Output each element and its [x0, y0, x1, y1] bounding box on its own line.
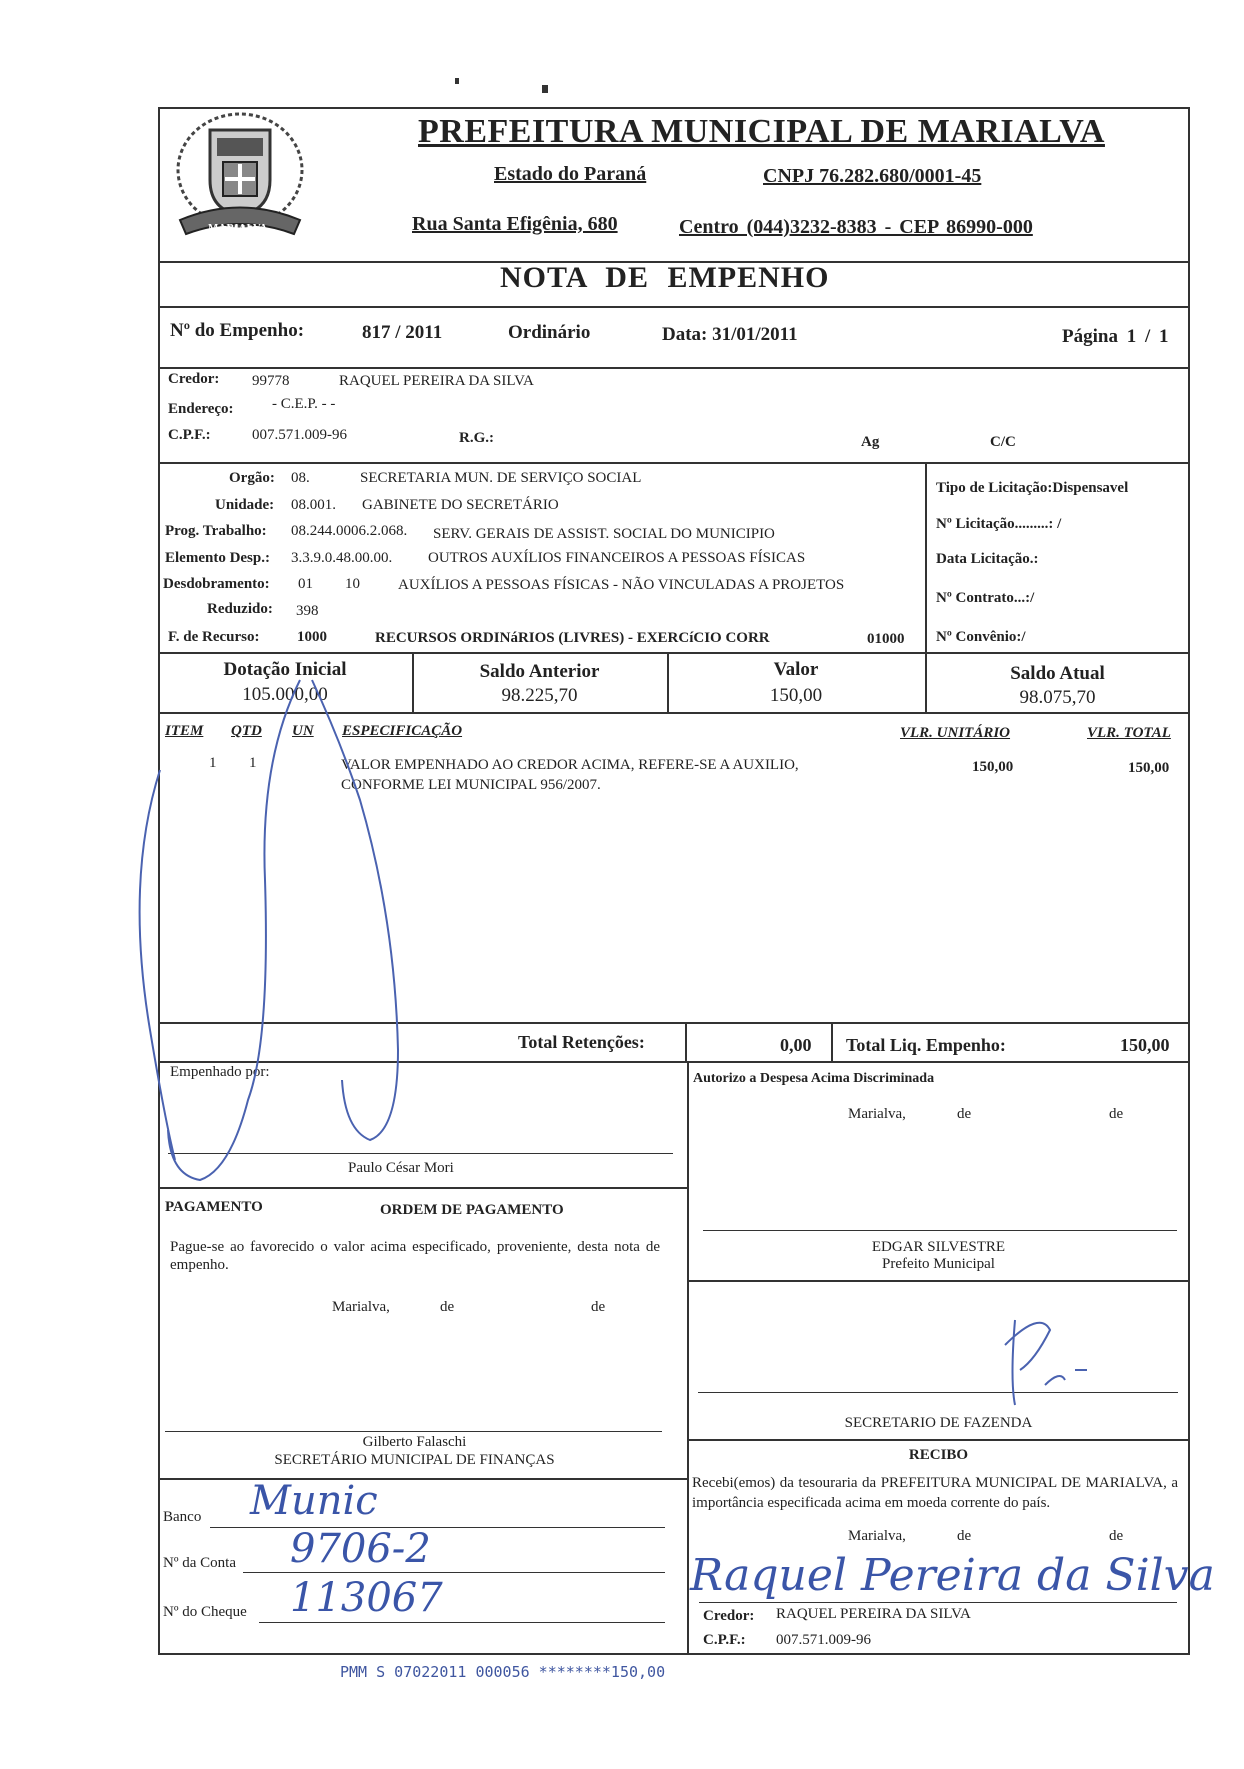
reduzido-value: 398 [296, 603, 319, 619]
machine-stamp: PMM S 07022011 000056 ********150,00 [340, 1663, 666, 1681]
prefeito-title: Prefeito Municipal [882, 1256, 995, 1272]
desdobramento-a: 01 [298, 576, 313, 592]
pagamento-city: Marialva, [332, 1299, 390, 1315]
autorizo-label: Autorizo a Despesa Acima Discriminada [693, 1071, 935, 1086]
data-licitacao: Data Licitação.: [936, 551, 1039, 567]
cpf-label: C.P.F.: [168, 427, 211, 443]
crest-banner-text: MARIALVA [208, 222, 268, 234]
district-phone-cep: Centro (044)3232-8383 - CEP 86990-000 [679, 216, 1033, 238]
cpf-value: 007.571.009-96 [252, 427, 347, 443]
pagamento-label: PAGAMENTO [165, 1199, 263, 1215]
page-number: Página 1 / 1 [1062, 326, 1169, 347]
fonte-recurso-desc: RECURSOS ORDINáRIOS (LIVRES) - EXERCíCIO CORR [375, 630, 770, 646]
credor-label: Credor: [168, 371, 220, 387]
recibo-credor-label: Credor: [703, 1608, 755, 1624]
banco-handwritten: Munic [250, 1478, 378, 1524]
ordem-pagamento-label: ORDEM DE PAGAMENTO [380, 1202, 564, 1218]
row-qtd: 1 [249, 755, 257, 771]
endereco-label: Endereço: [168, 401, 234, 417]
fonte-recurso-code2: 01000 [867, 631, 905, 647]
row-valor-total: 150,00 [1128, 760, 1170, 776]
empenhado-por-label: Empenhado por: [170, 1064, 270, 1080]
col-header-valor-unitario: VLR. UNITÁRIO [900, 725, 1011, 741]
row-valor-unitario: 150,00 [972, 759, 1014, 775]
orgao-code: 08. [291, 470, 310, 486]
total-liquido-value: 150,00 [1120, 1035, 1170, 1055]
document-title: NOTA DE EMPENHO [500, 261, 830, 294]
state-name: Estado do Paraná [494, 163, 647, 185]
elemento-despesa-code: 3.3.9.0.48.00.00. [291, 550, 393, 566]
row-item: 1 [209, 755, 217, 771]
crest-icon [165, 100, 315, 250]
agencia-label: Ag [861, 434, 880, 450]
autorizo-de1: de [957, 1106, 972, 1122]
recibo-de2: de [1109, 1528, 1124, 1544]
empenho-number: 817 / 2011 [362, 322, 443, 343]
total-liquido-label: Total Liq. Empenho: [846, 1035, 1006, 1055]
recibo-cpf-value: 007.571.009-96 [776, 1632, 871, 1648]
desdobramento-desc: AUXÍLIOS A PESSOAS FÍSICAS - NÃO VINCULADAS A PROJETOS [398, 577, 845, 593]
tipo-licitacao: Tipo de Licitação:Dispensavel [936, 480, 1129, 496]
col-header-qtd: QTD [231, 723, 262, 739]
street-address: Rua Santa Efigênia, 680 [412, 213, 618, 235]
elemento-despesa-desc: OUTROS AUXÍLIOS FINANCEIROS A PESSOAS FÍSICAS [428, 550, 806, 566]
recibo-city: Marialva, [848, 1528, 906, 1544]
autorizo-de2: de [1109, 1106, 1124, 1122]
saldo-atual-label: Saldo Atual [1010, 663, 1105, 684]
cnpj: CNPJ 76.282.680/0001-45 [763, 165, 982, 187]
recibo-credor-name: RAQUEL PEREIRA DA SILVA [776, 1606, 971, 1622]
saldo-atual-value: 98.075,70 [1019, 687, 1096, 708]
col-header-especificacao: ESPECIFICAÇÃO [342, 723, 463, 739]
recibo-text: Recebi(emos) da tesouraria da PREFEITURA MUNICIPAL DE MARIALVA, a importância especificada acima em moeda corrente do país. [692, 1475, 1178, 1511]
prog-trabalho-desc: SERV. GERAIS DE ASSIST. SOCIAL DO MUNICIPIO [433, 526, 775, 542]
unidade-label: Unidade: [215, 497, 275, 513]
empenhado-por-name: Paulo César Mori [348, 1160, 454, 1176]
fonte-recurso-label: F. de Recurso: [168, 629, 260, 645]
recibo-de1: de [957, 1528, 972, 1544]
valor-label: Valor [773, 659, 819, 680]
prog-trabalho-label: Prog. Trabalho: [165, 523, 267, 539]
recibo-label: RECIBO [908, 1447, 969, 1463]
row-especificacao-line2: CONFORME LEI MUNICIPAL 956/2007. [341, 777, 601, 793]
secretario-financas-title: SECRETÁRIO MUNICIPAL DE FINANÇAS [274, 1452, 555, 1468]
numero-contrato: Nº Contrato...:/ [936, 590, 1035, 606]
conta-corrente-label: C/C [990, 434, 1016, 450]
elemento-despesa-label: Elemento Desp.: [165, 550, 270, 566]
autorizo-city: Marialva, [848, 1106, 906, 1122]
conta-handwritten: 9706-2 [290, 1526, 431, 1572]
rg-label: R.G.: [459, 430, 494, 446]
credor-signature: Raquel Pereira da Silva [690, 1550, 1215, 1601]
orgao-desc: SECRETARIA MUN. DE SERVIÇO SOCIAL [360, 470, 642, 486]
prog-trabalho-code: 08.244.0006.2.068. [291, 523, 408, 539]
dotacao-inicial-label: Dotação Inicial [223, 659, 347, 680]
credor-name: RAQUEL PEREIRA DA SILVA [339, 373, 534, 389]
empenho-date: Data: 31/01/2011 [662, 324, 798, 345]
total-retencoes-value: 0,00 [780, 1035, 812, 1055]
endereco-value: - C.E.P. - - [272, 396, 336, 412]
secretario-fazenda-title: SECRETARIO DE FAZENDA [844, 1415, 1033, 1431]
col-header-valor-total: VLR. TOTAL [1087, 725, 1171, 741]
empenho-number-label: Nº do Empenho: [170, 320, 305, 341]
recibo-cpf-label: C.P.F.: [703, 1632, 746, 1648]
saldo-anterior-value: 98.225,70 [501, 685, 578, 706]
orgao-label: Orgão: [229, 470, 275, 486]
dotacao-inicial-value: 105.000,00 [242, 684, 328, 705]
unidade-desc: GABINETE DO SECRETÁRIO [362, 497, 559, 513]
desdobramento-label: Desdobramento: [163, 576, 270, 592]
numero-convenio: Nº Convênio:/ [936, 629, 1026, 645]
desdobramento-b: 10 [345, 576, 360, 592]
col-header-item: ITEM [165, 723, 204, 739]
cheque-handwritten: 113067 [290, 1575, 443, 1621]
secretario-financas-name: Gilberto Falaschi [362, 1434, 467, 1450]
fonte-recurso-code: 1000 [297, 629, 327, 645]
row-especificacao-line1: VALOR EMPENHADO AO CREDOR ACIMA, REFERE-SE A AUXILIO, [341, 757, 799, 773]
banco-label: Banco [163, 1509, 202, 1525]
pagamento-de2: de [591, 1299, 606, 1315]
pagamento-de1: de [440, 1299, 455, 1315]
total-retencoes-label: Total Retenções: [518, 1032, 645, 1052]
numero-licitacao: Nº Licitação.........: / [936, 516, 1062, 532]
unidade-code: 08.001. [291, 497, 336, 513]
municipality-title: PREFEITURA MUNICIPAL DE MARIALVA [418, 113, 1105, 150]
col-header-un: UN [292, 723, 314, 739]
scan-speck [542, 85, 548, 93]
prefeito-name: EDGAR SILVESTRE [871, 1239, 1006, 1255]
reduzido-label: Reduzido: [207, 601, 273, 617]
cheque-label: Nº do Cheque [163, 1604, 247, 1620]
conta-label: Nº da Conta [163, 1555, 236, 1571]
saldo-anterior-label: Saldo Anterior [479, 661, 600, 682]
scan-speck [455, 78, 459, 84]
pagamento-text: Pague-se ao favorecido o valor acima especificado, proveniente, desta nota de empenho. [170, 1239, 660, 1273]
valor-value: 150,00 [769, 685, 823, 706]
credor-code: 99778 [252, 373, 290, 389]
empenho-type: Ordinário [508, 322, 591, 343]
